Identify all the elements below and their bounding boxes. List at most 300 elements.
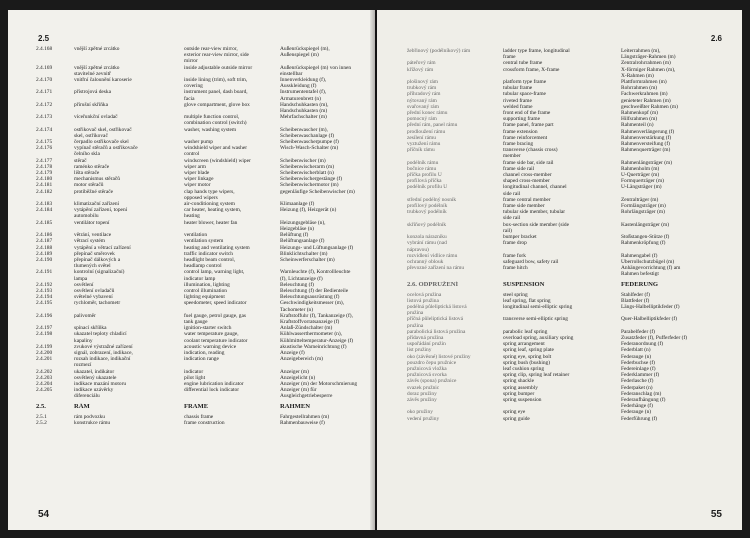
entry-en: headlight beam control, [184,256,236,263]
entry-de: genieteter Rahmen (m) [621,97,671,104]
entry-en: frame extension [503,128,538,135]
entry-de: Innenverkleidung (f), [280,77,327,84]
entry-de: X-Rahmen (m) [621,72,654,79]
entry-de: Außenspiegel (m) [280,52,319,59]
entry-en: transverse semi-elliptic spring [503,316,568,323]
entry-en: spring guide [503,415,530,422]
entry-list [8,46,375,426]
entry-de: Kraftstoffvorratsanzeige (f) [280,318,340,325]
entry-de: Anzeiger (m) für [280,387,317,394]
entry-de: Heizungsgebläse (n), [280,219,326,226]
entry-cz: stěrač [74,157,87,164]
entry-de: Scheibenwischergestänge (f) [280,176,343,183]
entry-en: side rail [503,215,521,222]
entry-de: X-förmiger Rahmen (m), [621,66,676,73]
entry-cz: osvětlený ukazatele [74,374,117,381]
entry-en: clap hands type wipers, [184,188,235,195]
entry-en: tubular side member, tubular [503,209,566,216]
entry-en: opposed wipers [184,194,218,201]
entry-en: longitudinal channel, channel [503,184,567,191]
entry-no: 2.4.204 [36,380,53,387]
entry-de: Plattformrahmen (m) [621,79,667,86]
entry-de: Leiterrahmen (m), [621,48,661,54]
entry-de: Längs-Halbelliptikfeder (f) [621,303,680,310]
entry-en: ignition-starter switch [184,325,232,332]
entry-no: 2.4.180 [36,176,53,183]
entry-en: water temperature gauge, [184,331,239,338]
entry-en: spring bumper [503,390,535,397]
entry-de: Federbuchse (f) [621,359,655,366]
entry-en: indicator lamp [184,275,216,282]
entry-de: Rahmenlängsträger (m) [621,159,673,166]
entry-en: frame side bar, side rail [503,159,554,166]
entry-no: 2.4.184 [36,207,53,214]
entry-de: RAHMEN [280,402,311,410]
section-header: 2.5 [38,34,50,43]
entry-cz: trubkový rám [407,85,437,92]
entry-de: Scheibenwischer (m) [280,157,326,164]
entry-de: Überrollschutzbügel (m) [621,258,675,265]
entry-cz: nýtovaný rám [407,97,437,104]
entry-cz: 2.6. ODPRUŽENÍ [407,280,459,288]
entry-de: U-Längsträger (m) [621,184,662,191]
entry-de: Rahmenversteifung (f) [621,141,670,148]
entry-cz: stavitelné zevnitř [74,70,111,77]
entry-en: indication range [184,356,219,363]
entry-cz: páteřový rám [407,60,436,67]
entry-de: Federauge (n) [621,353,652,360]
entry-en: instrument panel, dash board, [184,89,248,96]
entry-no: 2.4.202 [36,368,53,375]
entry-de: Anzeigelicht (n) [280,374,316,381]
section-header: 2.6 [710,34,722,43]
entry-en: air-conditioning system [184,201,235,208]
entry-cz: podélná půleliptická listová [407,303,467,310]
entry-de: Rahmenholm (m) [621,165,660,172]
entry-en: SUSPENSION [503,280,545,288]
entry-en: outside rear-view mirror, [184,46,238,52]
entry-de: Rahmenquerträger (m) [621,147,671,154]
entry-de: Außenrückspiegel (m) von innen [280,64,352,71]
entry-cz: spínací skříňka [74,325,107,332]
entry-cz: RÁM [74,402,90,410]
entry-de: Anzeigebereich (m) [280,356,323,363]
entry-cz: přístrojová deska [74,89,111,96]
entry-de: Beleuchtung (f) [280,281,314,288]
entry-de: einstellbar [280,70,303,77]
entry-cz: příčník rámu [407,147,435,154]
entry-en: mirror [184,58,198,65]
entry-en: tubular space-frame [503,91,546,98]
entry-en: traffic indicator switch [184,250,233,257]
entry-cz: diferenciálu [74,393,100,400]
entry-de: Hilfsrahmen (m) [621,116,658,123]
entry-cz: příčka profilu U [407,172,442,179]
entry-en: steel spring [503,291,528,298]
entry-no: 2.4.203 [36,374,53,381]
entry-en: covering [184,83,203,90]
entry-no: 2.4.196 [36,312,53,319]
entry-de: Handschuhkasten (m) [280,108,328,115]
entry-de: Anlaß-Zündschalter (m) [280,325,333,332]
entry-en: ventilation [184,232,208,239]
entry-cz: přírušní skříňka [74,101,108,108]
entry-cz: automobilu [74,213,99,220]
entry-cz: čelního skla [74,151,100,158]
entry-en: fuel gauge, petrol gauge, gas [184,312,246,319]
entry-row [8,420,375,426]
entry-cz: přepínač dálkových a [74,256,121,263]
entry-cz: závěs pružiny [407,396,437,403]
entry-de: Fachwerkrahmen (m) [621,91,668,98]
entry-cz: ukazatel, indikátor [74,368,115,375]
entry-de: (f), Lichtanzeige (f) [280,275,323,282]
entry-cz: plošinový rám [407,79,438,86]
entry-cz: osvětlení ovladačů [74,287,115,294]
entry-de: Federführung (f) [621,415,658,422]
entry-en: leaf cushion spring [503,365,545,372]
entry-cz: uspořádání pružin [407,341,446,348]
entry-de: Geschwindigkeitsmesser (m), [280,300,345,307]
entry-en: tank gauge [184,318,208,325]
entry-no: 2.4.173 [36,114,53,121]
entry-en: lighting equipment [184,294,225,301]
entry-en: box-section side member (side [503,221,570,228]
entry-en: frame fork [503,252,526,259]
entry-list [377,48,742,422]
entry-de: Zusatzfeder (f), Pufferfeder (f) [621,334,688,341]
entry-de: Federklammer (f) [621,372,660,379]
entry-cz: přední rám, panel rámu [407,122,458,129]
entry-en: front end of the frame [503,110,551,117]
entry-cz: zesílení rámu [407,134,436,141]
entry-de: Heizgebläse (n) [280,225,314,232]
entry-en: control illumination [184,287,227,294]
entry-row [8,393,375,399]
entry-de: Kühlmitteltemperatur-Anzeige (f) [280,337,354,344]
entry-en: frame [503,54,516,61]
entry-cz: vyztužení rámu [407,141,441,148]
entry-en: platform type frame [503,79,547,86]
entry-cz: rám podvozku [74,413,105,420]
entry-en: ventilation system [184,238,224,245]
entry-en: wiper linkage [184,176,214,183]
entry-cz: vypínač stěračů a ostřikovače [74,145,138,152]
entry-de: Rahmenkröpfung (f) [621,240,666,247]
entry-de: Rahmenteil (n) [621,122,654,129]
entry-en: washer pump [184,139,213,146]
entry-cz: parabolická listová pružina [407,328,466,335]
entry-de: Federanschlag (m) [621,390,662,397]
entry-de: geschweißter Rahmen (m) [621,103,678,110]
entry-cz: motor stěračů [74,182,104,189]
entry-no: 2.4.182 [36,188,53,195]
entry-cz: rozmezí [74,362,92,369]
entry-de: Stahlfeder (f) [621,291,650,298]
entry-de: Mehrfachschalter (m) [280,114,327,121]
entry-de: Ausgleichgetriebesperre [280,393,333,400]
entry-de: Wisch-Wasch-Schalter (m) [280,145,339,152]
entry-no: 2.4.176 [36,145,53,152]
entry-de: Rohrlängsträger (m) [621,209,665,216]
entry-de: Scheibenwischerarm (m) [280,163,335,170]
entry-cz: kapaliny [74,337,93,344]
entry-en: spring arrangement [503,341,545,348]
entry-de: Federaufhängung (f) [621,396,666,403]
entry-en: heating [184,213,200,220]
entry-no: 2.4.198 [36,331,53,338]
entry-de: Anzeiger (m) [280,368,309,375]
entry-cz: přední konec rámu [407,110,448,117]
entry-de: Rahmengabel (f) [621,252,658,259]
entry-de: akustische Warneinrichtung (f) [280,343,347,350]
entry-de: Klimaanlage (f) [280,201,315,208]
entry-de: Formlängsträger (m) [621,203,666,210]
entry-cz: osvětlení [74,281,94,288]
entry-no: 2.4.172 [36,101,53,108]
entry-de: Anzeige (f) [280,349,305,356]
entry-row [377,271,742,277]
entry-no: 2.4.197 [36,325,53,332]
entry-en: headlamp control [184,263,222,270]
entry-de: Scheibenwischermotor (m) [280,182,339,189]
entry-no: 2.4.169 [36,64,53,71]
entry-cz: kontrolní (signalizační) [74,269,125,276]
entry-en: shaped cross-member [503,178,550,185]
entry-de: gegenläufige Scheibenwischer (m) [280,188,355,195]
entry-de: Zentralrohrrahmen (m) [621,60,671,67]
entry-cz: světelné vybavení [74,294,113,301]
entry-en: frame construction [184,419,225,426]
entry-no: 2.5.2 [36,419,47,426]
entry-no: 2.4.190 [36,256,53,263]
entry-en: leaf spring, flat spring [503,297,551,304]
entry-en: heater blower, heater fan [184,219,238,226]
entry-en: transverse (chassis cross) [503,147,558,154]
entry-de: Federauge (n) [621,409,652,416]
entry-cz: palivoměr [74,312,96,319]
entry-de: Armaturenbrett (n) [280,95,321,102]
entry-cz: rychloměr, tachometr [74,300,121,307]
entry-cz: pouzdro čepu pružnice [407,359,457,366]
entry-cz: podélník rámu [407,159,439,166]
entry-en: riveted frame [503,97,532,104]
entry-cz: převozné zařízení na rámu [407,265,465,272]
entry-en: member [503,153,521,160]
entry-en: differential lock indicator [184,387,239,394]
entry-en: parabolic leaf spring [503,328,548,335]
entry-de: Parabelfeder (f) [621,328,655,335]
entry-en: indicator [184,368,204,375]
entry-de: Instrumententafel (f), [280,89,327,96]
entry-en: supporting frame [503,116,540,123]
right-page [377,10,742,530]
entry-en: chassis frame [184,413,214,420]
entry-cz: křížový rám [407,66,434,73]
entry-de: Rohrrahmen (m) [621,85,658,92]
entry-no: 2.4.200 [36,349,53,356]
entry-cz: lišta stěrače [74,170,100,177]
entry-en: spring eye, spring bolt [503,353,552,360]
entry-cz: oko (závěsné) listové pružiny [407,353,471,360]
entry-de: Handschuhkasten (m), [280,101,329,108]
entry-no: 2.4.168 [36,46,53,52]
entry-cz: závěs (spona) pružnice [407,378,457,385]
entry-no: 2.4.188 [36,244,53,251]
page-number: 55 [710,509,722,520]
entry-cz: signál, zobrazení, indikace, [74,349,133,356]
entry-de: Kraftstoffuhr (f), Tankanzeige (f), [280,312,353,319]
entry-de: Federpaket (n) [621,384,653,391]
entry-no: 2.4.205 [36,387,53,394]
entry-no: 2.4.189 [36,250,53,257]
entry-de: Stoßstangen-Stütze (f) [621,234,670,241]
entry-de: Rahmenkopf (m) [621,110,658,117]
entry-en: welded frame [503,103,533,110]
entry-cz: ostřikovač skel, ostřikovač [74,126,132,133]
entry-cz: lampa [74,275,88,282]
entry-no: 2.4.181 [36,182,53,189]
entry-row [377,416,742,422]
entry-cz: pružnicová svorka [407,372,447,379]
entry-cz: listová pružina [407,297,439,304]
entry-cz: protiběžné stěrače [74,188,114,195]
entry-cz: indikace mazání motoru [74,380,127,387]
entry-en: wiper arm [184,163,207,170]
entry-cz: vnější zpětné zrcátko [74,64,120,71]
entry-cz: rozvidlení vidlice rámu [407,252,458,259]
entry-de: Kastenlängsträger (m) [621,221,670,228]
entry-de: Anzeiger (m) der Motorschmierung [280,380,358,387]
entry-de: Belüftung (f) [280,232,309,239]
entry-cz: tlumených světel [74,263,111,270]
entry-de: Federanordnung (f) [621,341,664,348]
entry-en: FRAME [184,402,209,410]
entry-de: Beleuchtung (f) der Bedienteile [280,287,349,294]
entry-cz: nápravou) [407,246,429,253]
entry-en: car heater, heating system, [184,207,242,214]
entry-en: washer, washing system [184,126,237,133]
entry-en: windshield wiper and washer [184,145,248,152]
entry-de: Heizungs- und Lüftungsanlage (f) [280,244,354,251]
entry-cz: skříňový podélník [407,221,447,228]
entry-en: control lamp, warning light, [184,269,245,276]
entry-cz: svařovaný rám [407,103,439,110]
entry-de: Scheinwerferschalter (m) [280,256,335,263]
entry-cz: pružina [407,310,424,317]
entry-en: spring clip, spring leaf retainer [503,372,570,379]
entry-de: Ausskleidung (f) [280,83,317,90]
entry-en: central tube frame [503,60,543,67]
entry-cz: víceřunkční ovladač [74,114,118,121]
entry-cz: oko pružiny [407,409,433,416]
entry-cz: bočnice rámu [407,165,437,172]
entry-de: U-Querträger (m) [621,172,660,179]
entry-cz: trubkový podélník [407,209,447,216]
entry-no: 2.4.186 [36,232,53,239]
entry-no: 2.4.185 [36,219,53,226]
entry-de: Warnleuchte (f), Kontrollleuchte [280,269,351,276]
entry-de: Zentralträger (m) [621,196,659,203]
entry-en: spring assembly [503,384,538,391]
entry-de: Beleuchtungsausrüstung (f) [280,294,340,301]
entry-de: Kühlwasserthermometer (n), [280,331,342,338]
entry-cz: ventilátor topení [74,219,110,226]
entry-no: 2.4.193 [36,287,53,294]
entry-en: frame side member [503,203,545,210]
entry-en: side rail [503,190,521,197]
entry-no: 2.5. [36,402,46,410]
entry-de: Blinklichtschalter (m) [280,250,328,257]
entry-en: acoustic warning device [184,343,237,350]
entry-cz: konzola nárazníku [407,234,447,241]
entry-en: engine lubrication indicator [184,380,244,387]
entry-cz: vnější zpětné zrcátko [74,46,120,52]
entry-en: frame central member [503,196,551,203]
entry-no: 2.4.199 [36,343,53,350]
entry-no: 2.4.170 [36,77,53,84]
entry-en: spring leaf, spring plate [503,347,554,354]
entry-en: facia [184,95,195,102]
entry-de: Längsträger-Rahmen (m) [621,54,676,61]
entry-cz: profilová příčka [407,178,442,185]
entry-cz: přepínač směrovek [74,250,115,257]
entry-en: inside adjustable outside mirror [184,64,253,71]
entry-cz: větrací systém [74,238,105,245]
entry-en: frame bracing [503,141,534,148]
entry-en: bumper bracket [503,234,537,241]
entry-en: frame side rail [503,165,535,172]
entry-de: Anhängevorrichtung (f) am [621,265,681,272]
entry-en: channel cross-member [503,172,552,179]
entry-en: multiple function control, [184,114,240,121]
entry-en: spring shackle [503,378,534,385]
entry-no: 2.4.175 [36,139,53,146]
entry-cz: zvukové výstražné zařízení [74,343,133,350]
section-heading-row [8,403,375,411]
entry-en: combination control (switch) [184,120,247,127]
entry-de: Federeinlage (f) [621,365,656,372]
entry-de: Fahrgestellrahmen (m) [280,413,330,420]
entry-no: 2.4.174 [36,126,53,133]
entry-cz: pomocný rám [407,116,437,123]
entry-cz: střední podélný nosník [407,196,457,203]
entry-no: 2.4.201 [36,356,53,363]
entry-en: glove compartment, glove box [184,101,250,108]
entry-en: overload spring, auxiliary spring [503,334,574,341]
entry-en: exterior rear-view mirror, side [184,52,249,59]
entry-en: frame hitch [503,265,528,272]
entry-cz: prodloužení rámu [407,128,446,135]
entry-cz: příhradový rám [407,91,441,98]
section-heading-row [377,281,742,289]
entry-en: wiper blade [184,170,210,177]
entry-de: Formquerträger (m) [621,178,664,185]
entry-en: spring eye [503,409,526,416]
entry-en: indication, reading [184,349,225,356]
entry-no: 2.4.171 [36,89,53,96]
entry-de: Scheibenwaschanlage (f) [280,132,335,139]
entry-cz: vnitřní čalounění karoserie [74,77,132,84]
entry-en: wiper motor [184,182,211,189]
entry-no: 2.4.187 [36,238,53,245]
entry-no: 2.4.191 [36,269,53,276]
page-number: 54 [38,509,50,520]
entry-en: spring bush (bushing) [503,359,551,366]
entry-de: Rahmenverstärkung (f) [621,134,672,141]
entry-cz: rozsah indikace, indikační [74,356,131,363]
entry-cz: ukazatel teploty chladicí [74,331,127,338]
